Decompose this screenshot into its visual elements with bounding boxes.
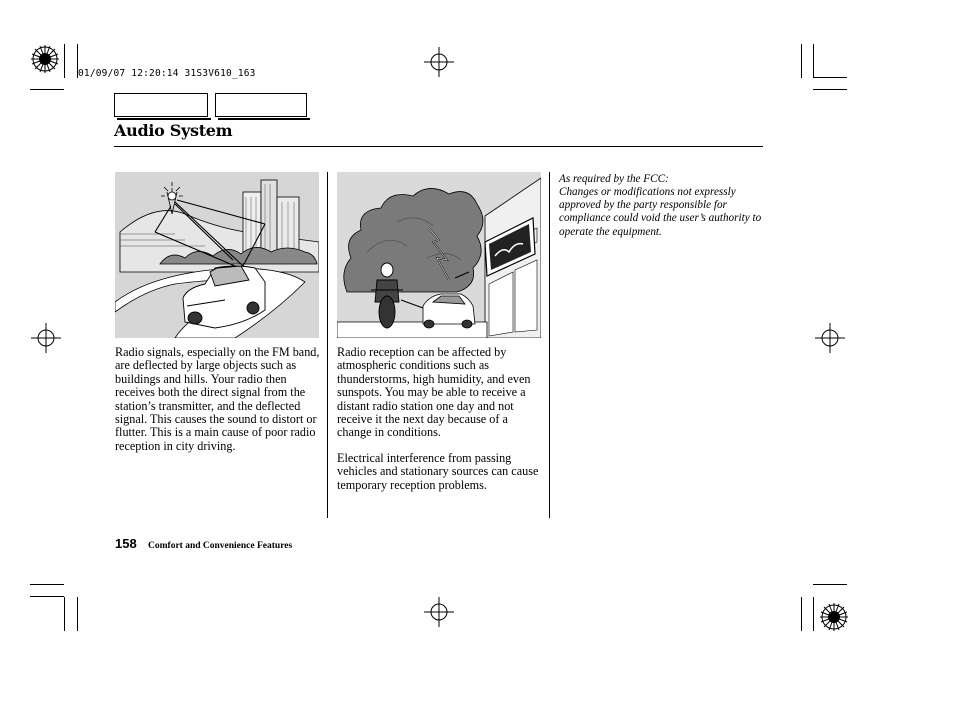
fcc-note-body: Changes or modifications not expressly approved by the party responsible for compliance could void the user’s authority to operate the equipment. xyxy=(559,186,762,238)
crop-mark xyxy=(30,89,64,90)
crop-mark xyxy=(801,597,802,631)
crop-mark xyxy=(813,584,847,585)
fcc-note-heading: As required by the FCC: xyxy=(559,173,669,185)
page-number: 158 xyxy=(115,536,137,551)
column-divider xyxy=(549,172,550,518)
crop-mark xyxy=(813,77,847,78)
crop-mark xyxy=(64,597,65,631)
crop-mark xyxy=(813,89,847,90)
title-rule xyxy=(114,146,763,147)
radio-signal-deflection-illustration xyxy=(115,172,319,338)
print-timestamp: 01/09/07 12:20:14 31S3V610_163 xyxy=(78,68,256,79)
crop-mark xyxy=(30,596,64,597)
crop-mark xyxy=(77,597,78,631)
middle-column-paragraph-2: Electrical interference from passing vehicles and stationary sources can cause temporary reception problems. xyxy=(337,451,539,492)
crop-mark xyxy=(813,44,814,78)
chapter-label: Comfort and Convenience Features xyxy=(148,541,293,551)
header-tab-right xyxy=(215,93,307,117)
crop-mark xyxy=(801,44,802,78)
section-title: Audio System xyxy=(114,121,233,140)
crop-mark xyxy=(813,597,814,631)
atmospheric-interference-illustration xyxy=(337,172,541,338)
middle-column-paragraph-1: Radio reception can be affected by atmospheric conditions such as thunderstorms, high humidity, and even sunspots. You may be able to receive a distant radio station one day and not receive it the next day because of a change in conditions. xyxy=(337,345,531,440)
crop-mark xyxy=(30,584,64,585)
column-divider xyxy=(327,172,328,518)
crop-mark xyxy=(64,44,65,78)
header-tab-left xyxy=(114,93,208,117)
left-column-paragraph: Radio signals, especially on the FM band, are deflected by large objects such as buildings and hills. Your radio then receives both the direct signal from the station’s transmitter, and the deflected signal. This causes the sound to distort or flutter. This is a main cause of poor radio reception in city driving. xyxy=(115,345,320,453)
